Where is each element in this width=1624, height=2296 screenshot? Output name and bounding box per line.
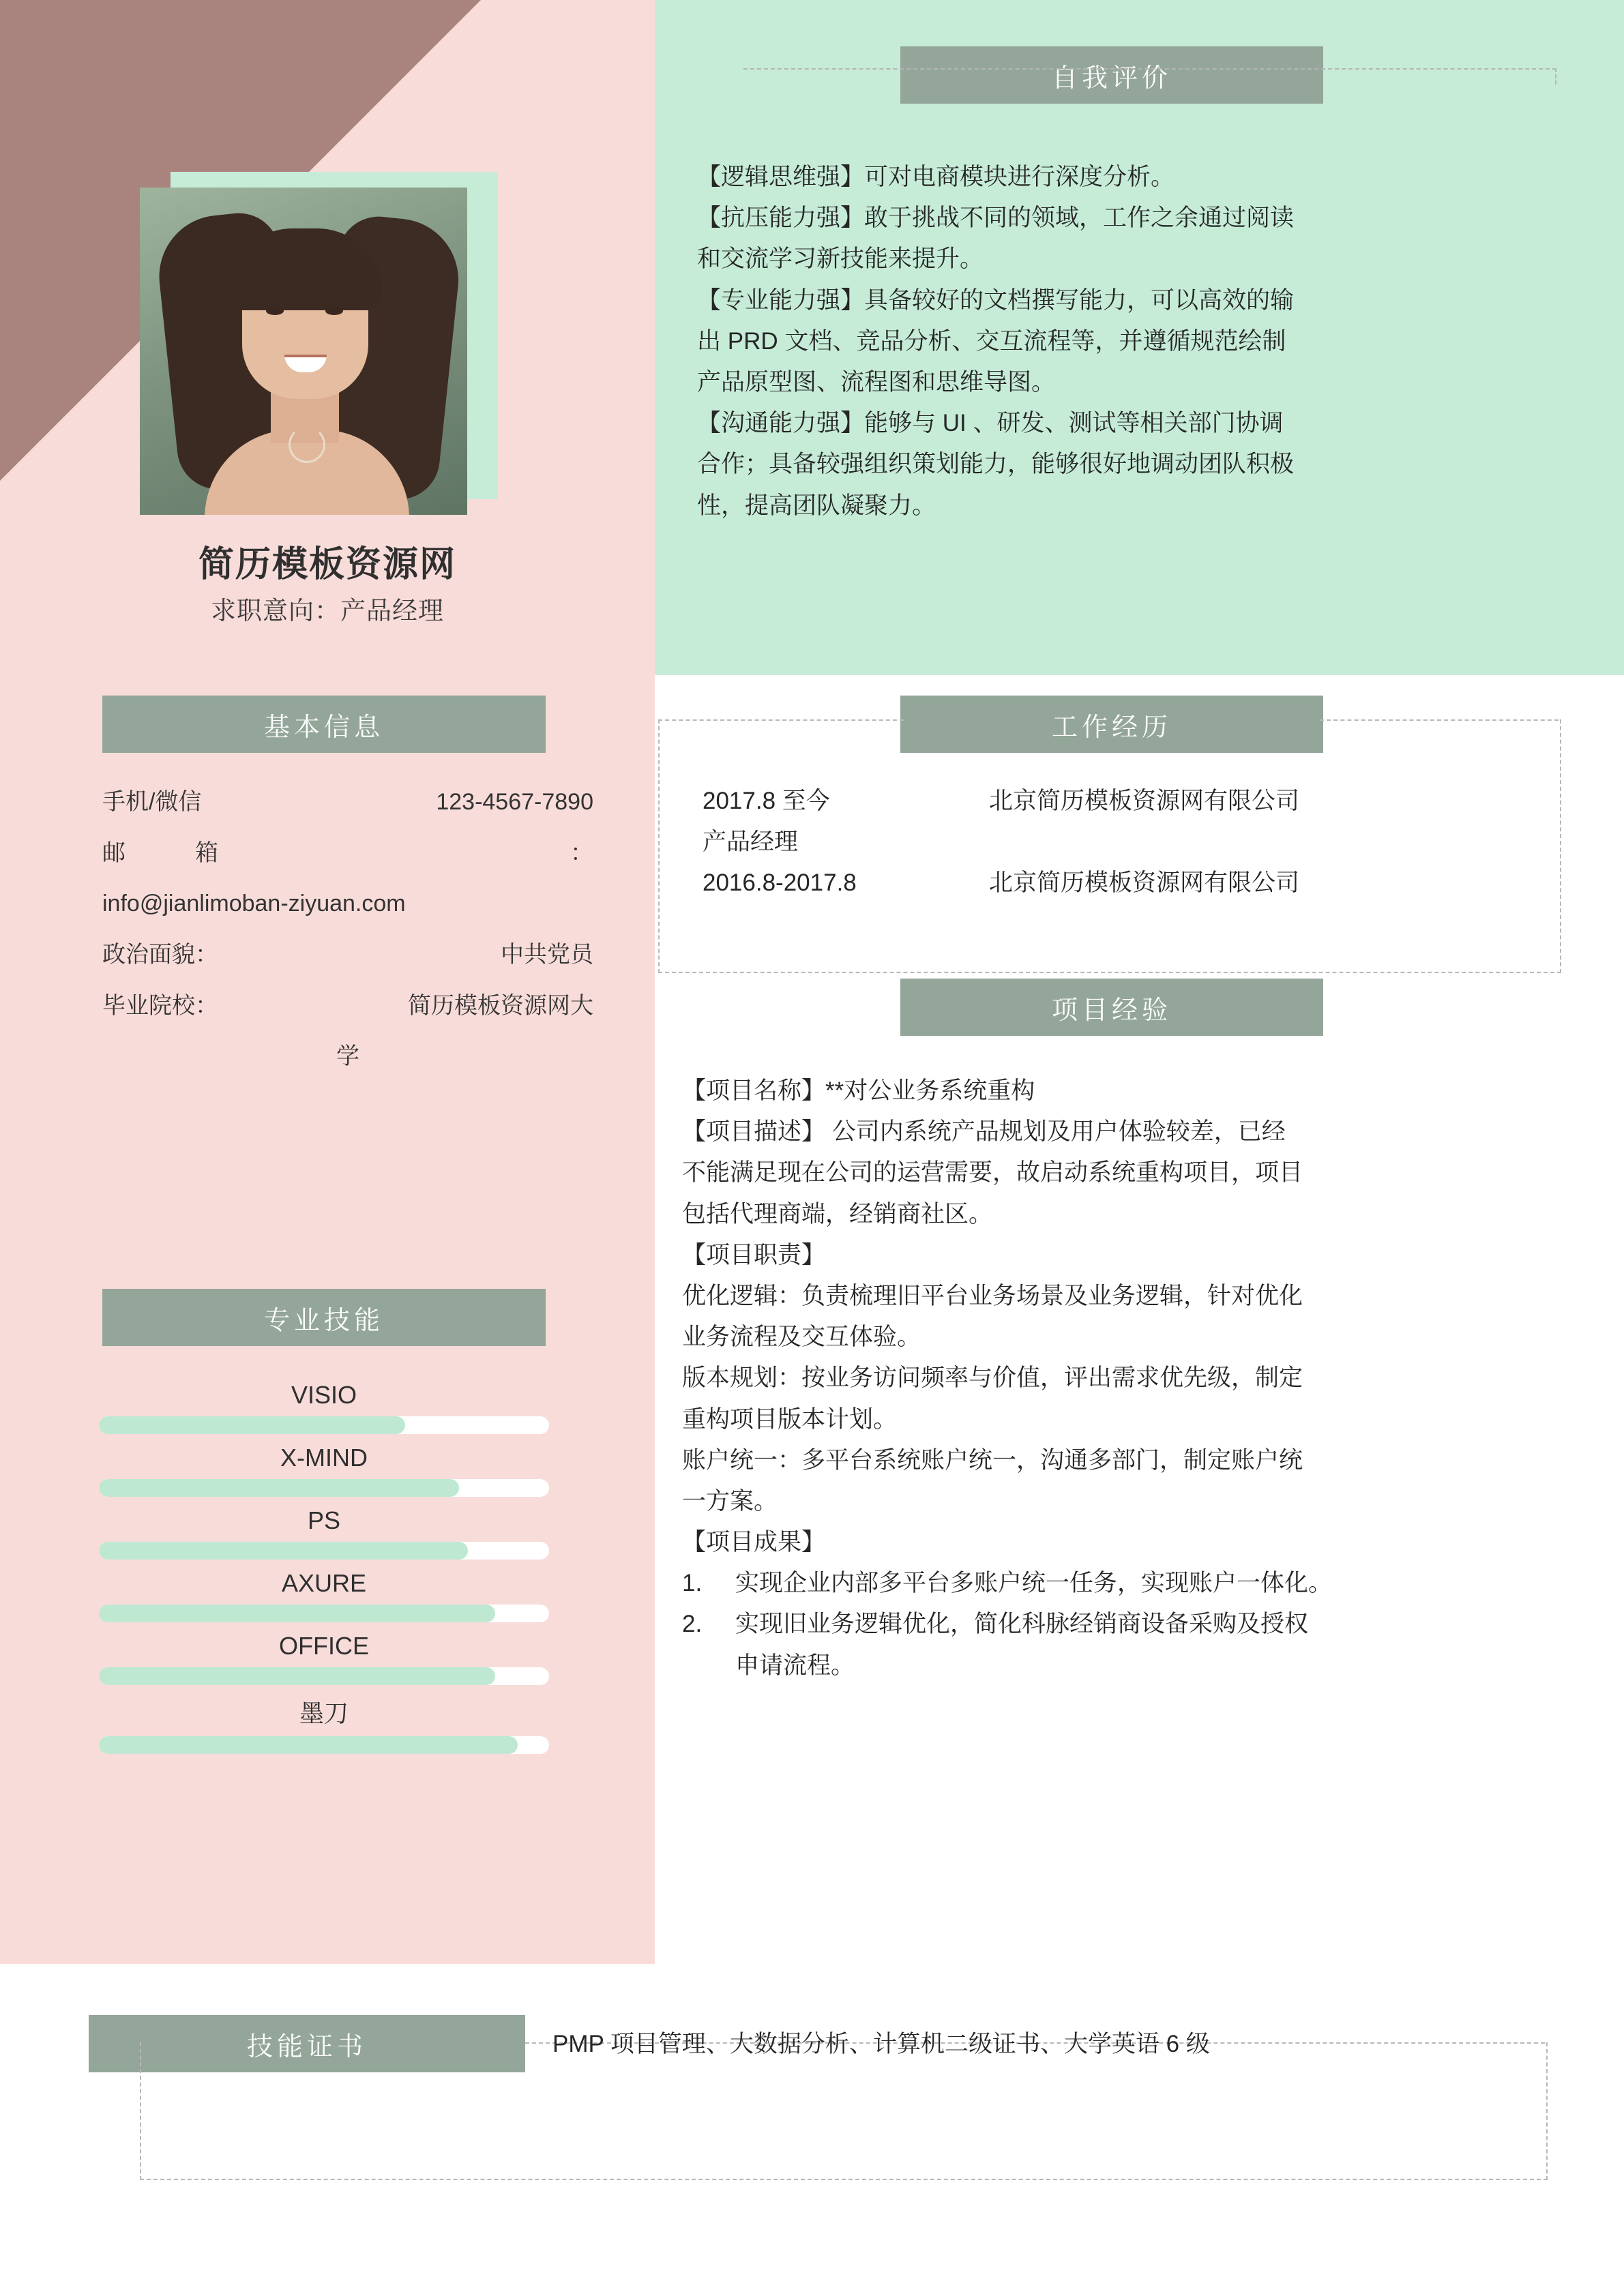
project-line: 不能满足现在公司的运营需要，故启动系统重构项目，项目 [682,1159,1303,1187]
project-result-number: 2. [682,1611,703,1638]
project-line: 【项目名称】**对公业务系统重构 [682,1077,1035,1104]
basic-info-label: 政治面貌： [102,942,218,968]
basic-info-label: 手机/微信 [102,789,202,815]
basic-info-value: 学 [336,1043,359,1070]
section-header-basic-info: 基本信息 [102,696,546,753]
basic-info-list [102,784,593,1090]
page-title: 简历模板资源网 [198,545,456,584]
basic-info-label: 邮 箱 [102,839,218,866]
self-eval-line: 合作；具备较强组织策划能力，能够很好地调动团队积极 [697,451,1295,478]
skill-item [99,1444,549,1497]
self-eval-line: 产品原型图、流程图和思维导图。 [697,368,1056,396]
project-experience-body [682,1071,1548,1686]
section-header-work-experience: 工作经历 [900,696,1323,753]
section-header-project-experience: 项目经验 [900,979,1323,1036]
basic-info-value: ： [570,839,593,866]
basic-info-value: 123-4567-7890 [436,789,593,815]
photo-necklace [289,426,325,463]
skill-label: VISIO [291,1381,357,1409]
skill-bar-fill [99,1605,495,1622]
basic-info-label: 毕业院校： [102,992,218,1019]
project-line: 包括代理商端，经销商社区。 [682,1200,993,1227]
self-eval-line: 【逻辑思维强】可对电商模块进行深度分析。 [697,164,1175,190]
photo-eye-left [266,307,284,315]
basic-info-value: 中共党员 [501,942,593,968]
self-eval-line: 【专业能力强】具备较好的文档撰写能力，可以高效的输 [697,286,1295,314]
project-line: 优化逻辑：负责梳理旧平台业务场景及业务逻辑，针对优化 [682,1282,1303,1309]
skill-bar-fill [99,1542,468,1560]
work-role: 产品经理 [703,829,799,856]
project-line: 一方案。 [682,1487,778,1515]
basic-info-row [102,835,593,871]
work-row [703,863,1521,904]
project-result-text: 实现企业内部多平台多账户统一任务，实现账户一体化。 [735,1570,1333,1597]
project-line: 【项目成果】 [682,1529,826,1556]
section-header-self-evaluation: 自我评价 [900,46,1323,104]
skill-bar-track [99,1416,549,1434]
project-result-item-continued [682,1645,1548,1686]
skill-item [99,1695,549,1754]
skill-label: PS [307,1506,341,1534]
work-row [703,781,1521,822]
project-line: 业务流程及交互体验。 [682,1324,921,1351]
photo-eye-right [325,307,343,315]
work-company: 北京简历模板资源网有限公司 [989,869,1300,897]
email-value: info@jianlimoban-ziyuan.com [102,891,406,917]
section-header-certificates: 技能证书 [89,2015,525,2072]
self-eval-line: 【沟通能力强】能够与 UI 、研发、测试等相关部门协调 [697,410,1284,437]
skill-bar-track [99,1479,549,1497]
self-eval-line: 出 PRD 文档、竞品分析、交互流程等，并遵循规范绘制 [697,327,1286,355]
project-line: 【项目职责】 [682,1241,826,1268]
basic-info-row-continued [102,1039,593,1075]
skill-bar-track [99,1667,549,1685]
project-result-text: 申请流程。 [735,1652,855,1679]
skill-bar-track [99,1605,549,1622]
section-header-skills: 专业技能 [102,1289,546,1346]
self-eval-line: 【抗压能力强】敢于挑战不同的领域，工作之余通过阅读 [697,205,1295,232]
basic-info-row [102,937,593,973]
self-evaluation-body [697,157,1539,526]
dashed-frame-self-evaluation [743,68,1556,85]
avatar [140,188,467,515]
project-result-number: 1. [682,1570,703,1597]
skill-item [99,1632,549,1685]
project-result-item [682,1604,1548,1645]
basic-info-row [102,988,593,1024]
project-result-text: 实现旧业务逻辑优化，简化科脉经销商设备采购及授权 [735,1611,1309,1638]
project-line: 【项目描述】 公司内系统产品规划及用户体验较差，已经 [682,1118,1286,1146]
skill-bar-track [99,1736,549,1754]
skill-item [99,1506,549,1560]
skill-label: X-MIND [280,1444,368,1472]
skill-bar-fill [99,1416,405,1434]
skill-bar-fill [99,1736,518,1754]
skill-bar-track [99,1542,549,1560]
skill-label: 墨刀 [299,1699,349,1727]
project-line: 重构项目版本计划。 [682,1405,898,1433]
work-date: 2016.8-2017.8 [703,869,857,897]
project-line: 版本规划：按业务访问频率与价值，评出需求优先级，制定 [682,1365,1303,1392]
job-objective: 求职意向：产品经理 [211,597,444,625]
project-line: 账户统一：多平台系统账户统一，沟通多部门，制定账户统 [682,1446,1303,1474]
skill-bar-fill [99,1667,495,1685]
skill-item [99,1381,549,1434]
basic-info-row-email [102,886,593,922]
basic-info-row [102,784,593,820]
skill-item [99,1569,549,1622]
work-company: 北京简历模板资源网有限公司 [989,788,1300,814]
project-result-number [682,1645,735,1686]
project-result-item [682,1563,1548,1604]
skill-bar-fill [99,1479,459,1497]
skills-list [99,1381,549,1763]
certificates-body: PMP 项目管理、大数据分析、计算机二级证书、大学英语 6 级 [552,2031,1210,2057]
skill-label: AXURE [281,1569,367,1597]
work-date: 2017.8 至今 [703,788,830,814]
self-eval-line: 性，提高团队凝聚力。 [697,492,936,519]
skill-label: OFFICE [279,1632,369,1660]
basic-info-value: 简历模板资源网大 [408,992,593,1019]
work-experience-body [703,781,1521,904]
self-eval-line: 和交流学习新技能来提升。 [697,245,984,273]
